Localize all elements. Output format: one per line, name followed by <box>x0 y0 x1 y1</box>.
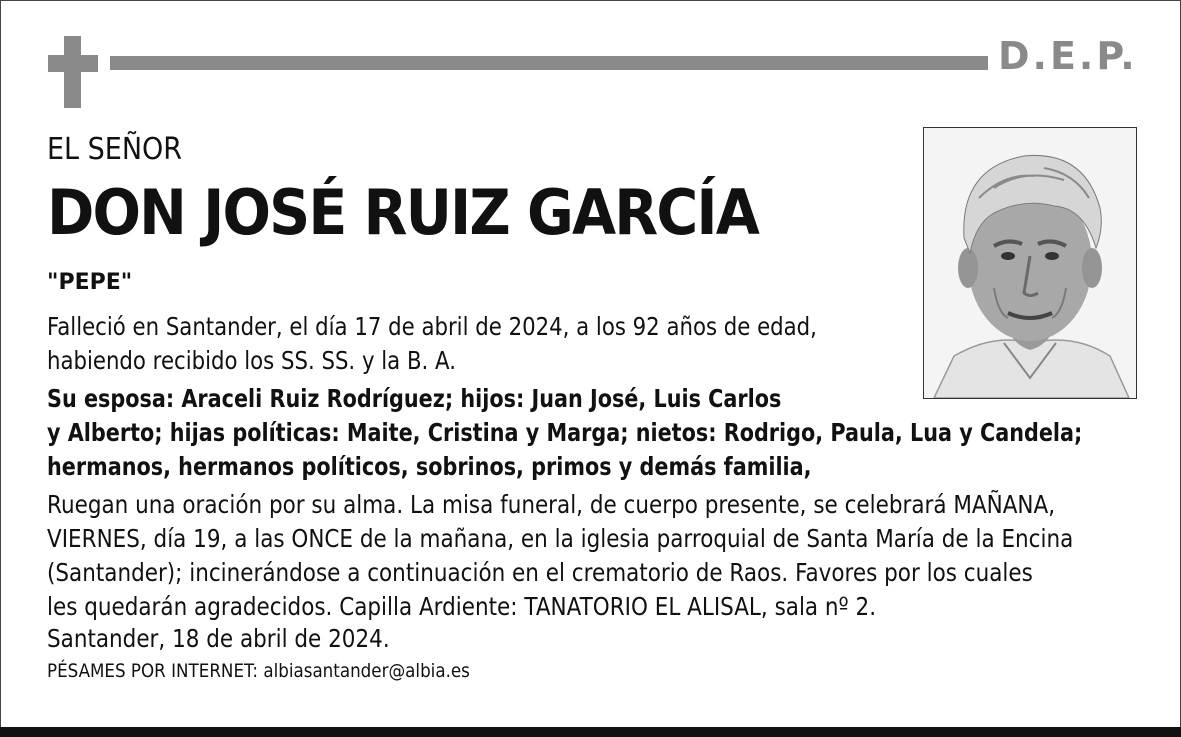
honorific: EL SEÑOR <box>47 132 183 167</box>
nickname: "PEPE" <box>47 270 133 295</box>
dep-label: D.E.P. <box>998 34 1138 78</box>
family-paragraph <box>47 382 1082 484</box>
condolences-email: PÉSAMES POR INTERNET: albiasantander@albia.es <box>47 660 470 682</box>
family-line: hermanos, hermanos políticos, sobrinos, primos y demás familia, <box>47 452 812 481</box>
family-line: y Alberto; hijas políticas: Maite, Cristina y Marga; nietos: Rodrigo, Paula, Lua y Candela; <box>47 418 1083 447</box>
ceremony-line: VIERNES, día 19, a las ONCE de la mañana, en la iglesia parroquial de Santa María de la Encina <box>47 524 1074 553</box>
death-notice-line: habiendo recibido los SS. SS. y la B. A. <box>47 346 456 375</box>
ceremony-paragraph <box>47 488 1073 624</box>
bottom-bar <box>0 727 1181 737</box>
ceremony-line: les quedarán agradecidos. Capilla Ardiente: TANATORIO EL ALISAL, sala nº 2. <box>47 592 877 621</box>
dateline: Santander, 18 de abril de 2024. <box>47 624 390 653</box>
portrait-photo <box>923 127 1137 399</box>
deceased-name: DON JOSÉ RUIZ GARCÍA <box>47 176 759 249</box>
ceremony-line: (Santander); incinerándose a continuación en el crematorio de Raos. Favores por los cuales <box>47 558 1033 587</box>
family-line: Su esposa: Araceli Ruiz Rodríguez; hijos: Juan José, Luis Carlos <box>47 384 782 413</box>
death-notice-paragraph <box>47 310 817 378</box>
death-notice-line: Falleció en Santander, el día 17 de abril de 2024, a los 92 años de edad, <box>47 312 817 341</box>
ceremony-line: Ruegan una oración por su alma. La misa funeral, de cuerpo presente, se celebrará MAÑANA, <box>47 490 1056 519</box>
header-rule <box>110 56 988 70</box>
